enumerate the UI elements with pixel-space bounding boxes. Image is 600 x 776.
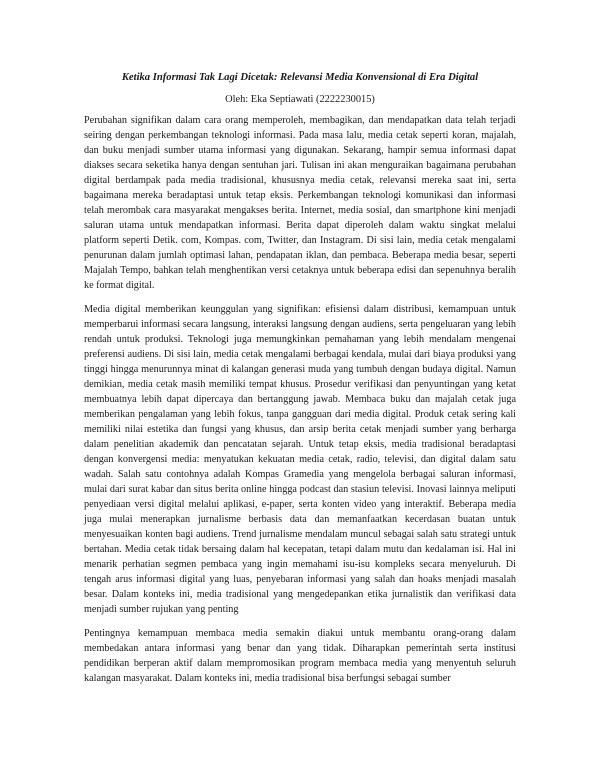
document-page <box>84 70 516 695</box>
document-title: Ketika Informasi Tak Lagi Dicetak: Relevansi Media Konvensional di Era Digital <box>121 72 479 83</box>
paragraph-3: Pentingnya kemampuan membaca media semakin diakui untuk membantu orang-orang dalam membedakan antara informasi yang benar dan yang tidak. Diharapkan pemerintah serta institusi pendidikan berperan aktif dalam mempromosikan program membaca media yang menyentuh seluruh kalangan masyarakat. Dalam konteks ini, media tradisional bisa berfungsi sebagai sumber <box>84 628 516 684</box>
author-line: Oleh: Eka Septiawati (2222230015) <box>225 94 375 105</box>
paragraph-1: Perubahan signifikan dalam cara orang memperoleh, membagikan, dan mendapatkan data telah terjadi seiring dengan perkembangan teknologi informasi. Pada masa lalu, media cetak seperti koran, majalah, dan buku menjadi sumber utama informasi yang digunakan. Sekarang, hampir semua informasi dapat diakses secara seketika hanya dengan sentuhan jari. Tulisan ini akan menguraikan bagaimana perubahan digital berdampak pada media tradisional, khususnya media cetak, relevansi mereka saat ini, serta bagaimana mereka beradaptasi untuk tetap eksis. Perkembangan teknologi komunikasi dan informasi telah merombak cara masyarakat mengakses berita. Internet, media sosial, dan smartphone kini menjadi saluran utama untuk mendapatkan informasi. Berita dapat diperoleh dalam waktu singkat melalui platform seperti Detik. com, Kompas. com, Twitter, dan Instagram. Di sisi lain, media cetak mengalami penurunan dalam jumlah optimasi lahan, pendapatan iklan, dan pembaca. Beberapa media besar, seperti Majalah Tempo, bahkan telah menghentikan versi cetaknya untuk beberapa edisi dan sepenuhnya beralih ke format digital. <box>84 115 516 291</box>
paragraph-2: Media digital memberikan keunggulan yang signifikan: efisiensi dalam distribusi, kemampuan untuk memperbarui informasi secara langsung, interaksi langsung dengan audiens, serta pengeluaran yang lebih rendah untuk produksi. Teknologi juga memungkinkan pemahaman yang lebih mendalam mengenai preferensi audiens. Di sisi lain, media cetak mengalami berbagai kendala, mulai dari biaya produksi yang tinggi hingga menurunnya minat di kalangan generasi muda yang tumbuh dengan budaya digital. Namun demikian, media cetak masih memiliki tempat khusus. Prosedur verifikasi dan penyuntingan yang ketat membuatnya lebih dapat dipercaya dan bertanggung jawab. Membaca buku dan majalah cetak juga memberikan pengalaman yang lebih fokus, tanpa gangguan dari media digital. Produk cetak sering kali memiliki nilai estetika dan fungsi yang khusus, dan arsip berita cetak menjadi sumber yang berharga dalam penelitian akademik dan pencatatan sejarah. Untuk tetap eksis, media tradisional beradaptasi dengan konvergensi media: menyatukan kekuatan media cetak, radio, televisi, dan digital dalam satu wadah. Salah satu contohnya adalah Kompas Gramedia yang mengelola berbagai saluran informasi, mulai dari surat kabar dan situs berita online hingga podcast dan stasiun televisi. Inovasi lainnya meliputi penyediaan versi digital melalui aplikasi, e-paper, serta konten video yang interaktif. Beberapa media juga mulai menerapkan jurnalisme berbasis data dan memanfaatkan kecerdasan buatan untuk menyesuaikan konten bagi audiens. Trend jurnalisme mendalam muncul sebagai salah satu strategi untuk bertahan. Media cetak tidak bersaing dalam hal kecepatan, tetapi dalam mutu dan kedalaman isi. Hal ini menarik perhatian segmen pembaca yang ingin memahami isu-isu kompleks secara menyeluruh. Di tengah arus informasi digital yang luas, penyebaran informasi yang salah dan hoaks menjadi masalah besar. Dalam konteks ini, media tradisional yang mengedepankan etika jurnalistik dan verifikasi data menjadi sumber rujukan yang penting <box>84 304 516 615</box>
